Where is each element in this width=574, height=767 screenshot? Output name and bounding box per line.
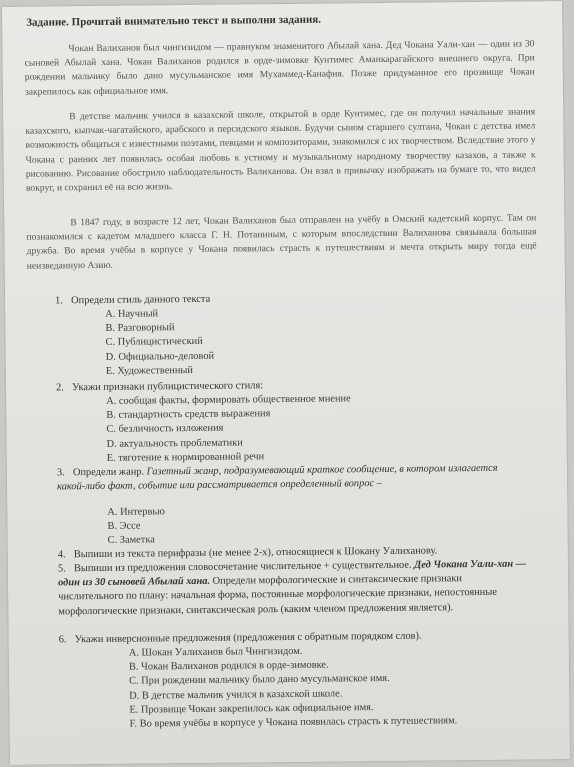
task-text: Укажи признаки публицистического стиля: [71, 380, 264, 394]
task-text: Укажи инверсионные предложения (предложения с обратным порядком слов). [74, 630, 422, 646]
option-c: C. Заметка [107, 534, 155, 547]
option-e: E. тяготение к нормированной речи [106, 451, 265, 464]
task-3-question [57, 461, 527, 494]
task-number: 5. [57, 563, 66, 575]
page-title: Задание. Прочитай внимательно текст и выполни задания. [26, 13, 322, 29]
task-text: Определи стиль данного текста [71, 293, 211, 307]
option-f: F. Во время учёбы в корпусе у Чокана появилась страсть к путешествиям. [129, 715, 458, 730]
task-text: Выпиши из текста перифразы (не менее 2-х), относящиеся к Шокану Уалиханову. [73, 545, 438, 561]
task-number: 3. [56, 467, 65, 479]
task-text: Выпиши из предложения словосочетание числительное + существительное. [73, 559, 412, 575]
task-2-options [106, 392, 351, 466]
task-5-instructions: Определи морфологические и синтаксические признаки числительного по плану: начальная форма, постоянные морфологические признаки, непостоянные морфологические признаки, синтаксическая роль (каким членом предложения является). [58, 573, 497, 618]
option-d: D. Официально-деловой [105, 350, 215, 363]
option-a: A. Научный [105, 308, 159, 320]
option-e: E. Художественный [105, 364, 194, 377]
option-a: A. Шокан Уалиханов был Чингизидом. [128, 645, 303, 659]
option-c: C. безличность изложения [106, 423, 224, 436]
task-5-sentence: Дед Чокана Уали-хан — один из 30 сыновей Абылай хана. [58, 558, 527, 589]
text-paragraph-2: В детстве мальчик учился в казахской школе, открытой в орде Кунтимес, где он получил начальные знания казахского, кыпчак-чагатайского, арабского и персидского языков. Будучи сыном старшего султана, Чокан с детства имел возможность общаться с известными поэтами, певцами и композиторами, знакомился с их творчеством. Вследствие этого у Чокана с ранних лет появилась особая любовь к устному и музыкальному народному творчеству казахов, а также к рисованию. Рисование обострило наблюдательность Валиханова. Он взял в привычку изображать на бумаге то, что видел вокруг, и сохранил её на всю жизнь. [25, 106, 536, 194]
option-a: A. сообщая факты, формировать общественное мнение [106, 393, 351, 407]
task-1-question [55, 289, 525, 308]
worksheet-page [2, 1, 570, 765]
option-e: E. Прозвище Чокан закрепилось как официальное имя. [129, 701, 374, 716]
option-c: C. При рождении мальчику было дано мусульманское имя. [129, 673, 390, 688]
option-b: B. Разговорный [105, 322, 175, 335]
option-d: D. В детстве мальчик учился в казахской школе. [129, 688, 343, 702]
text-paragraph-3: В 1847 году, в возрасте 12 лет, Чокан Валиханов был отправлен на учёбу в Омский кадетский корпус. Там он познакомился с кадетом младшего класса Г. Н. Потаниным, с которым впоследствии Валиханова связывала большая дружба. Во время учёбы в корпусе у Чокана появилась страсть к путешествиям и мечта открыть миру тогда ещё неизведанную Азию. [26, 212, 537, 272]
task-1-options [105, 307, 214, 379]
task-6-options [129, 643, 458, 732]
option-c: C. Публицистический [105, 336, 203, 349]
task-5-question [58, 557, 529, 619]
option-b: B. стандартность средств выражения [106, 408, 271, 422]
task-number: 6. [58, 634, 67, 646]
option-d: D. актуальность проблематики [106, 437, 243, 450]
task-3-options [107, 505, 165, 548]
task-number: 2. [55, 382, 64, 394]
option-b: B. Эссе [107, 520, 141, 533]
task-text: Определи жанр. [72, 466, 145, 479]
text-paragraph-1: Чокан Валиханов был чингизидом — правнуком знаменитого Абылай хана. Дед Чокана Уали-хан — один из 30 сыновей Абылай хана. Чокан Валиханов родился в орде-зимовке Кунтимес Аманкарагайского внешнего округа. При рождении мальчику было дано мусульманское имя Мухаммед-Канафия. Позже придуманное его прозвище Чокан закрепилось как официальное имя. [24, 38, 535, 98]
task-3-definition: Газетный жанр, подразумевающий краткое сообщение, в котором излагается какой-либо факт, событие или рассматривается определенный вопрос – [57, 462, 498, 493]
option-a: A. Интервью [107, 506, 165, 518]
task-number: 4. [57, 549, 66, 561]
task-number: 1. [55, 295, 63, 307]
option-b: B. Чокан Валиханов родился в орде-зимовке. [128, 659, 329, 673]
